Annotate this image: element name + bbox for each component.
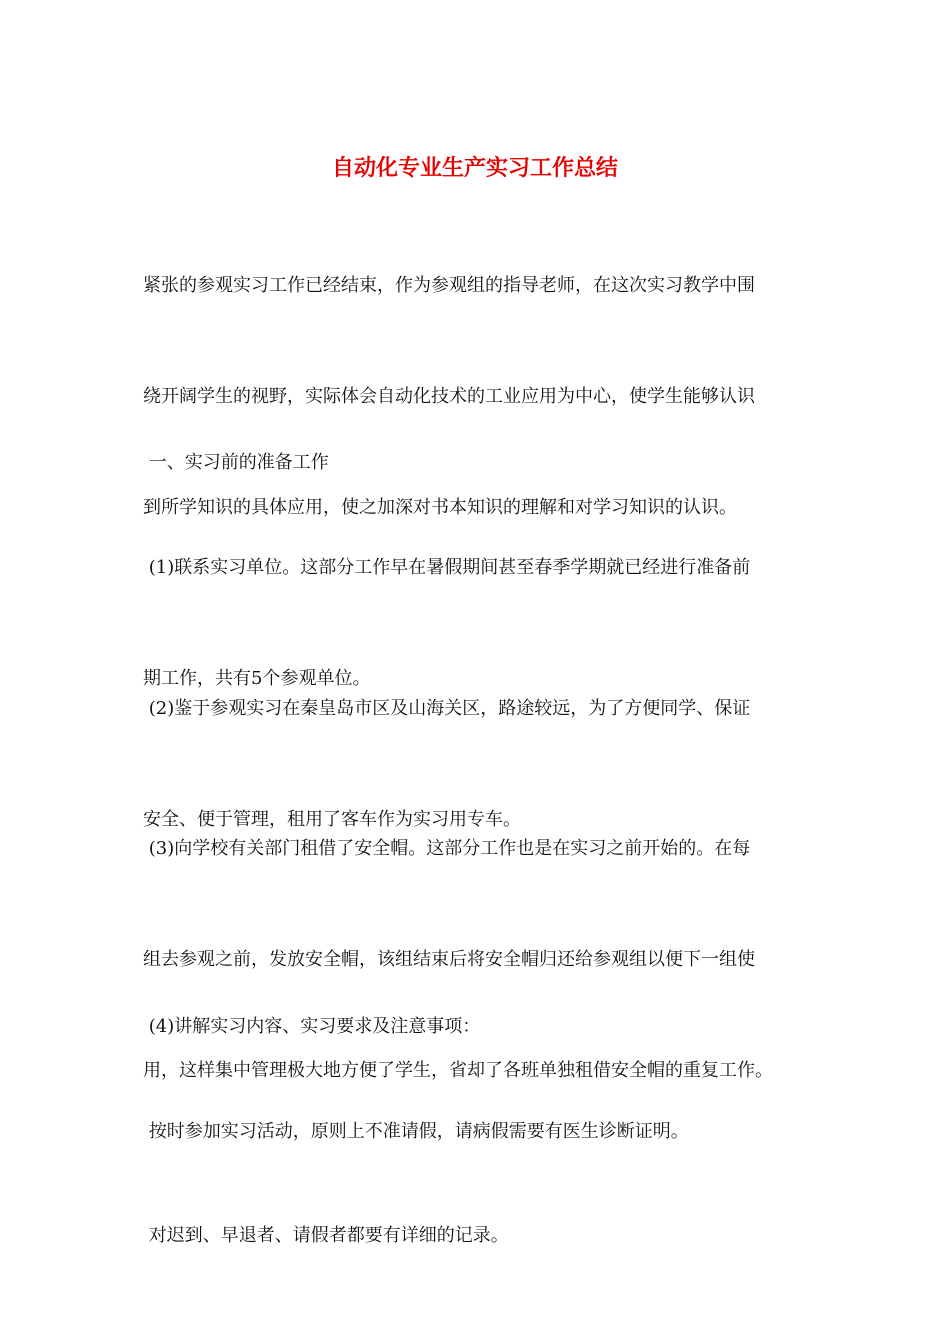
section-heading-text: 一、实习前的准备工作 (143, 452, 329, 473)
item-3-line: 用，这样集中管理极大地方便了学生，省却了各班单独租借安全帽的重复工作。 (143, 1060, 773, 1081)
item-2-line: (2)鉴于参观实习在秦皇岛市区及山海关区，路途较远，为了方便同学、保证 (143, 698, 751, 719)
item-3-line: (3)向学校有关部门租借了安全帽。这部分工作也是在实习之前开始的。在每 (143, 838, 751, 859)
item-4-line: (4)讲解实习内容、实习要求及注意事项： (143, 1016, 481, 1037)
rule-2-line: 对迟到、早退者、请假者都要有详细的记录。 (143, 1225, 509, 1246)
item-1-line: (1)联系实习单位。这部分工作早在暑假期间甚至春季学期就已经进行准备前 (143, 557, 751, 578)
document-title: 自动化专业生产实习工作总结 (331, 155, 618, 181)
rule-1-line: 按时参加实习活动，原则上不准请假，请病假需要有医生诊断证明。 (143, 1121, 689, 1142)
intro-line: 紧张的参观实习工作已经结束，作为参观组的指导老师，在这次实习教学中围 (143, 275, 755, 296)
intro-line: 到所学知识的具体应用，使之加深对书本知识的理解和对学习知识的认识。 (143, 497, 737, 518)
item-2-line: 安全、便于管理，租用了客车作为实习用专车。 (143, 809, 521, 830)
intro-line: 绕开阔学生的视野，实际体会自动化技术的工业应用为中心，使学生能够认识 (143, 386, 755, 407)
item-3-line: 组去参观之前，发放安全帽，该组结束后将安全帽归还给参观组以便下一组使 (143, 949, 755, 970)
item-1-line: 期工作，共有5个参观单位。 (143, 668, 371, 689)
rule-2-paragraph (143, 1143, 808, 1328)
